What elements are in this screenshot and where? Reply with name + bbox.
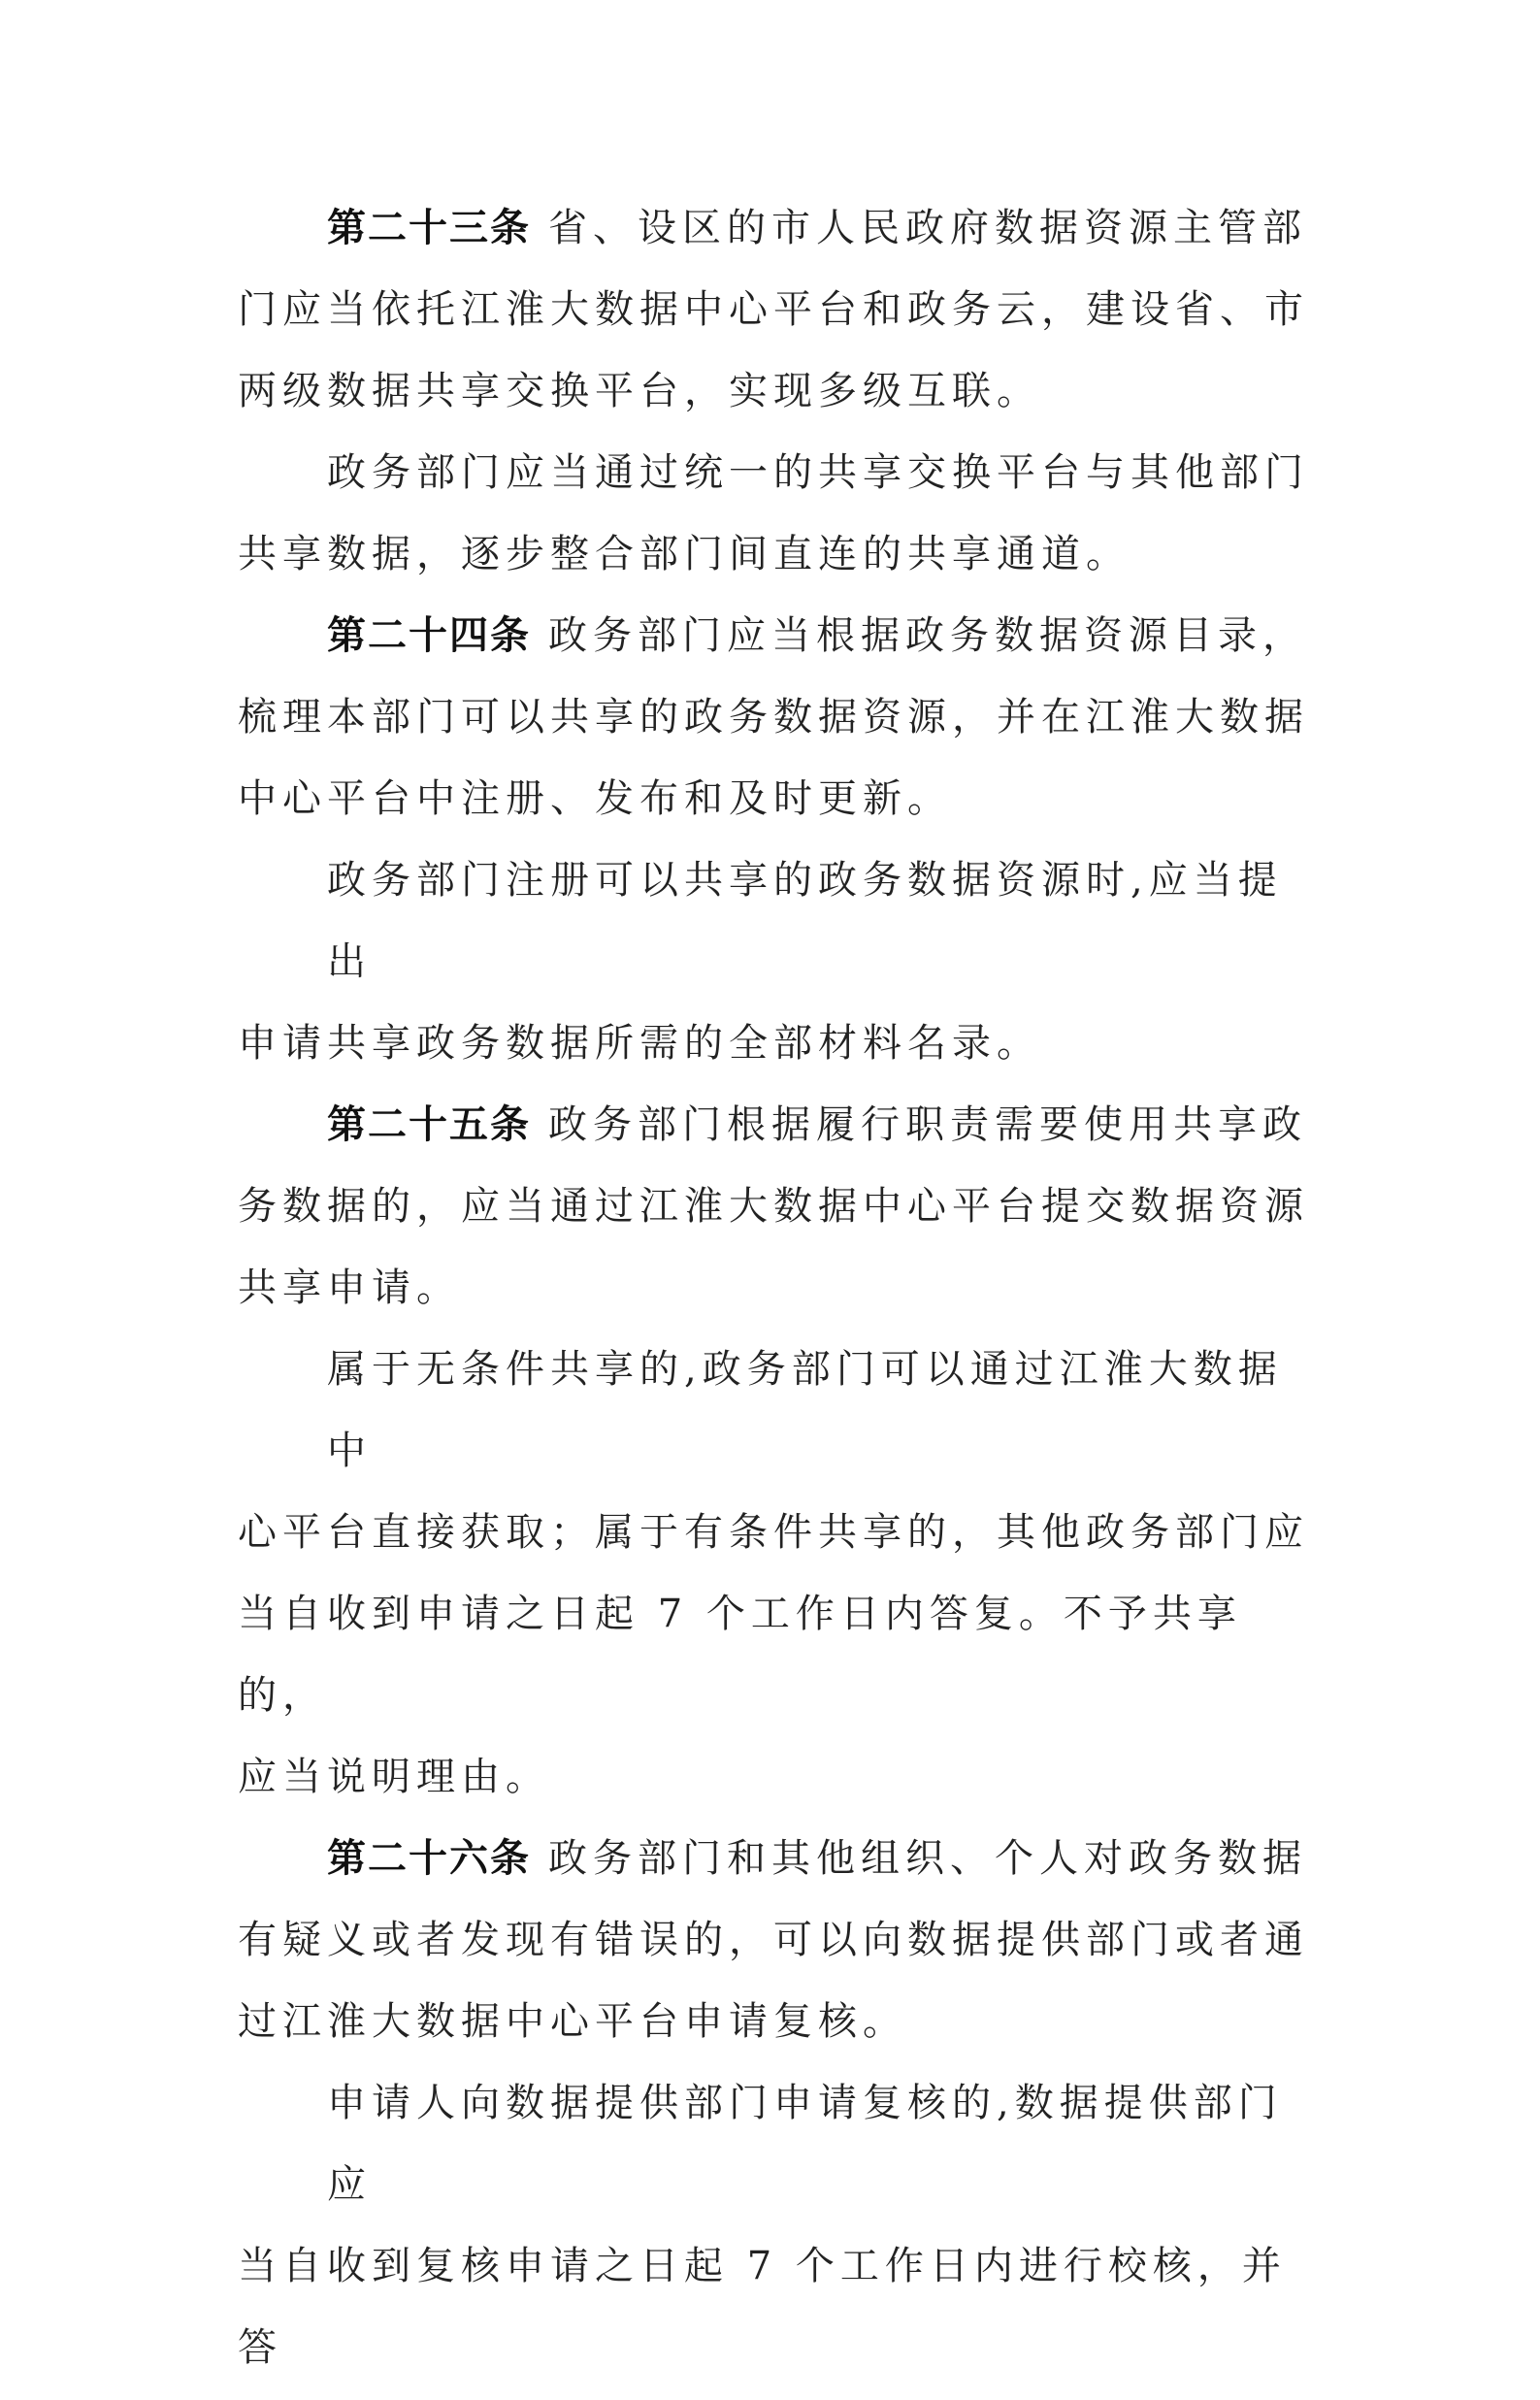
line-text: 申请人向数据提供部门申请复核的,数据提供部门应 xyxy=(327,2081,1283,2207)
text-line xyxy=(238,758,1317,839)
document-page xyxy=(238,199,1317,2400)
line-text: 政务部门应当根据政务数据资源目录， xyxy=(548,613,1307,658)
article-heading: 第二十三条 xyxy=(327,206,531,250)
text-line xyxy=(238,2062,1317,2225)
line-text: 梳理本部门可以共享的政务数据资源，并在江淮大数据 xyxy=(238,695,1309,740)
article-paragraph xyxy=(238,187,1317,432)
line-text: 务数据的，应当通过江淮大数据中心平台提交数据资源 xyxy=(238,1184,1309,1229)
line-text: 过江淮大数据中心平台申请复核。 xyxy=(238,1999,907,2044)
text-line xyxy=(238,1492,1317,1573)
line-text: 属于无条件共享的,政务部门可以通过江淮大数据中 xyxy=(327,1347,1283,1473)
line-text: 申请共享政务数据所需的全部材料名录。 xyxy=(238,1021,1041,1066)
text-line xyxy=(238,595,1317,676)
line-text: 心平台直接获取；属于有条件共享的，其他政务部门应 xyxy=(238,1510,1309,1555)
text-line xyxy=(238,2225,1317,2388)
article-paragraph xyxy=(238,595,1317,839)
line-text: 当自收到申请之日起 7 个工作日内答复。不予共享的， xyxy=(238,1592,1242,1718)
text-line xyxy=(238,1818,1317,1899)
article-paragraph xyxy=(238,1818,1317,2062)
line-text: 门应当依托江淮大数据中心平台和政务云，建设省、市 xyxy=(238,287,1309,332)
paragraph xyxy=(238,839,1317,1084)
line-text: 政务部门和其他组织、个人对政务数据 xyxy=(548,1836,1307,1881)
text-line xyxy=(238,513,1317,595)
line-text: 中心平台中注册、发布和及时更新。 xyxy=(238,776,952,821)
line-text: 政务部门注册可以共享的政务数据资源时,应当提出 xyxy=(327,858,1283,984)
text-line xyxy=(238,187,1317,269)
paragraph xyxy=(238,1329,1317,1818)
article-heading: 第二十六条 xyxy=(327,1836,531,1881)
article-paragraph xyxy=(238,1084,1317,1329)
line-text: 共享申请。 xyxy=(238,1266,461,1310)
text-line xyxy=(238,1084,1317,1166)
text-line xyxy=(238,1166,1317,1247)
text-line xyxy=(238,1329,1317,1492)
line-text: 应当说明理由。 xyxy=(238,1755,550,1799)
text-line xyxy=(238,676,1317,758)
text-line xyxy=(238,1981,1317,2062)
paragraph xyxy=(238,2062,1317,2388)
article-heading: 第二十四条 xyxy=(327,613,531,658)
article-heading: 第二十五条 xyxy=(327,1102,531,1147)
line-text: 有疑义或者发现有错误的，可以向数据提供部门或者通 xyxy=(238,1918,1309,1962)
line-text: 省、设区的市人民政府数据资源主管部 xyxy=(548,206,1307,250)
text-line xyxy=(238,839,1317,1003)
text-line xyxy=(238,1899,1317,1981)
line-text: 政务部门应当通过统一的共享交换平台与其他部门 xyxy=(327,450,1309,495)
text-line xyxy=(238,1736,1317,1818)
line-text: 共享数据，逐步整合部门间直连的共享通道。 xyxy=(238,532,1130,576)
text-line xyxy=(238,269,1317,350)
text-line xyxy=(238,432,1317,513)
paragraph xyxy=(238,432,1317,595)
text-line xyxy=(238,1003,1317,1084)
text-line xyxy=(238,350,1317,432)
text-line xyxy=(238,1573,1317,1736)
line-text: 政务部门根据履行职责需要使用共享政 xyxy=(548,1102,1307,1147)
line-text: 当自收到复核申请之日起 7 个工作日内进行校核，并答 xyxy=(238,2244,1287,2370)
text-line xyxy=(238,1247,1317,1329)
line-text: 两级数据共享交换平台，实现多级互联。 xyxy=(238,369,1041,413)
